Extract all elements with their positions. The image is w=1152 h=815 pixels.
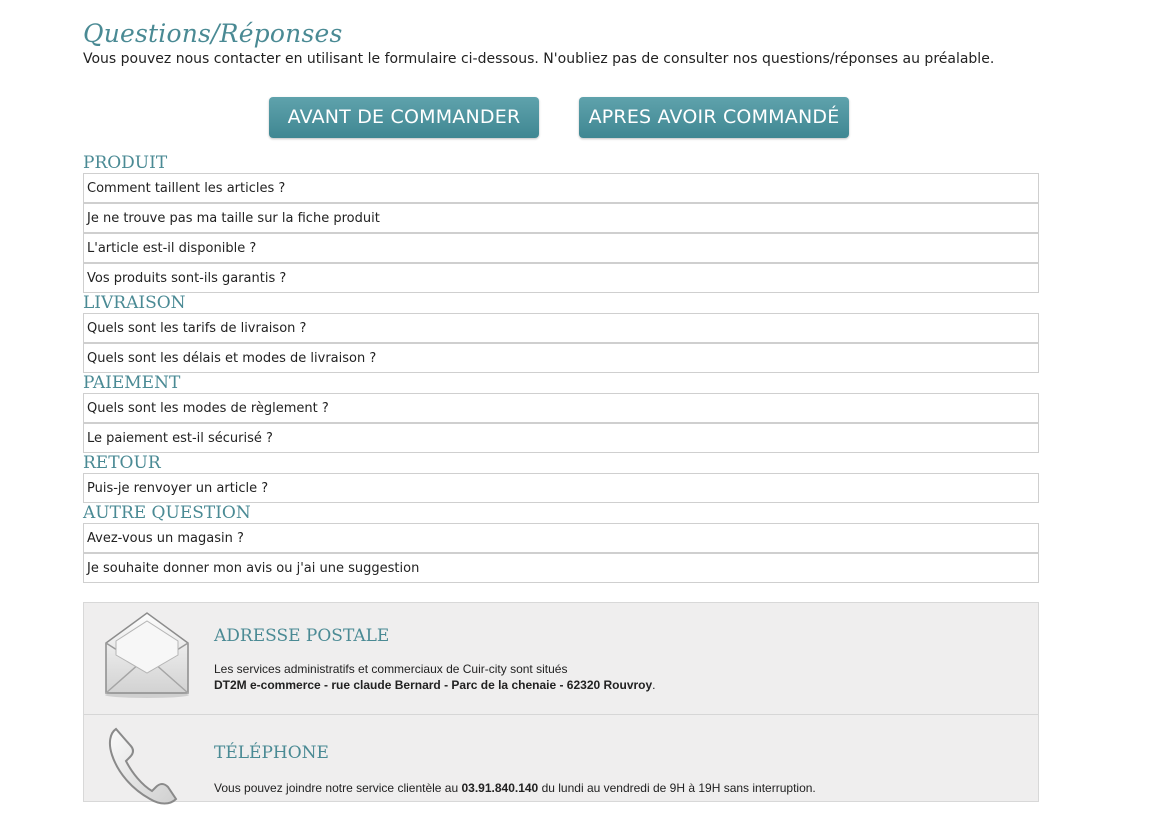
postal-line1: Les services administratifs et commerciaux de Cuir-city sont situés bbox=[214, 662, 568, 676]
phone-post: du lundi au vendredi de 9H à 19H sans interruption. bbox=[538, 781, 816, 795]
postal-address-block bbox=[84, 603, 1038, 715]
faq-question[interactable]: Vos produits sont-ils garantis ? bbox=[83, 263, 1039, 293]
postal-title: ADRESSE POSTALE bbox=[214, 626, 390, 646]
faq-question[interactable]: Comment taillent les articles ? bbox=[83, 173, 1039, 203]
faq-category: PAIEMENT bbox=[83, 373, 181, 393]
faq-question[interactable]: L'article est-il disponible ? bbox=[83, 233, 1039, 263]
phone-block bbox=[84, 715, 1038, 815]
contact-panel bbox=[83, 602, 1039, 802]
faq-question[interactable]: Quels sont les délais et modes de livraison ? bbox=[83, 343, 1039, 373]
phone-number[interactable]: 03.91.840.140 bbox=[461, 781, 539, 795]
faq-question[interactable]: Avez-vous un magasin ? bbox=[83, 523, 1039, 553]
faq-question[interactable]: Quels sont les tarifs de livraison ? bbox=[83, 313, 1039, 343]
faq-category: PRODUIT bbox=[83, 153, 168, 173]
tab-apres-avoir-commande[interactable]: APRES AVOIR COMMANDÉ bbox=[579, 97, 849, 138]
postal-text bbox=[214, 661, 656, 693]
phone-title: TÉLÉPHONE bbox=[214, 743, 329, 763]
postal-period: . bbox=[652, 678, 656, 692]
intro-text: Vous pouvez nous contacter en utilisant le formulaire ci-dessous. N'oubliez pas de consulter nos questions/réponses au préalable. bbox=[83, 51, 995, 67]
faq-question[interactable]: Quels sont les modes de règlement ? bbox=[83, 393, 1039, 423]
postal-address: DT2M e-commerce - rue claude Bernard - Parc de la chenaie - 62320 Rouvroy bbox=[214, 678, 653, 692]
tab-avant-de-commander[interactable]: AVANT DE COMMANDER bbox=[269, 97, 539, 138]
faq-question[interactable]: Je ne trouve pas ma taille sur la fiche produit bbox=[83, 203, 1039, 233]
faq-category: RETOUR bbox=[83, 453, 161, 473]
faq-category: LIVRAISON bbox=[83, 293, 186, 313]
envelope-icon bbox=[102, 611, 192, 701]
faq-list bbox=[83, 153, 1039, 583]
faq-question[interactable]: Je souhaite donner mon avis ou j'ai une suggestion bbox=[83, 553, 1039, 583]
phone-icon bbox=[102, 721, 192, 811]
faq-question[interactable]: Le paiement est-il sécurisé ? bbox=[83, 423, 1039, 453]
phone-pre: Vous pouvez joindre notre service clientèle au bbox=[214, 781, 462, 795]
faq-category: AUTRE QUESTION bbox=[83, 503, 251, 523]
faq-question[interactable]: Puis-je renvoyer un article ? bbox=[83, 473, 1039, 503]
page-title: Questions/Réponses bbox=[83, 19, 343, 48]
